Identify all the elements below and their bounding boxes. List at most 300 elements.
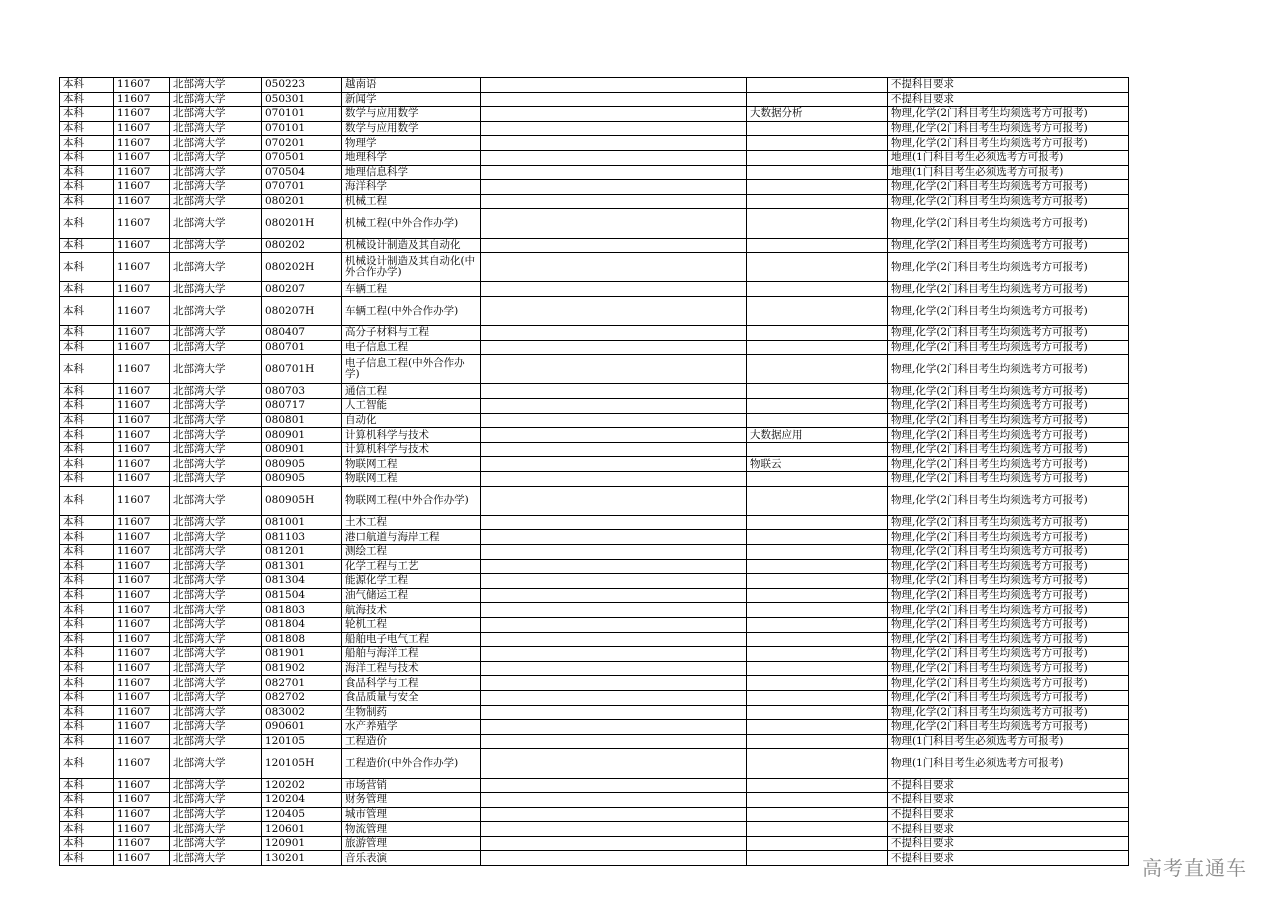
major-name-cell: 物联网工程 [342,457,481,472]
school-name-cell: 北部湾大学 [170,486,262,515]
major-name-cell: 船舶与海洋工程 [342,647,481,662]
major-code-cell: 081504 [262,588,342,603]
school-code-cell: 11607 [114,180,170,195]
level-cell: 本科 [60,238,114,253]
subject-requirement-cell: 物理,化学(2门科目考生均须选考方可报考) [888,355,1129,384]
school-name-cell: 北部湾大学 [170,690,262,705]
notes-cell [481,545,747,560]
major-code-cell: 070101 [262,121,342,136]
table-row [60,238,1129,253]
subject-requirement-cell: 物理,化学(2门科目考生均须选考方可报考) [888,559,1129,574]
major-name-cell: 城市管理 [342,807,481,822]
notes-cell [481,326,747,341]
school-code-cell: 11607 [114,442,170,457]
school-code-cell: 11607 [114,559,170,574]
table-row [60,545,1129,560]
school-code-cell: 11607 [114,676,170,691]
major-code-cell: 081301 [262,559,342,574]
school-name-cell: 北部湾大学 [170,384,262,399]
level-cell: 本科 [60,442,114,457]
school-code-cell: 11607 [114,413,170,428]
direction-cell [747,413,888,428]
major-code-cell: 070101 [262,107,342,122]
level-cell: 本科 [60,428,114,443]
school-name-cell: 北部湾大学 [170,355,262,384]
level-cell: 本科 [60,530,114,545]
major-name-cell: 旅游管理 [342,836,481,851]
table-row [60,107,1129,122]
school-name-cell: 北部湾大学 [170,661,262,676]
school-code-cell: 11607 [114,165,170,180]
direction-cell [747,545,888,560]
major-code-cell: 090601 [262,720,342,735]
table-row [60,734,1129,749]
level-cell: 本科 [60,165,114,180]
notes-cell [481,194,747,209]
major-name-cell: 地理信息科学 [342,165,481,180]
school-code-cell: 11607 [114,778,170,793]
table-row [60,617,1129,632]
major-code-cell: 080201 [262,194,342,209]
subject-requirement-cell: 不提科目要求 [888,793,1129,808]
subject-requirement-cell: 物理,化学(2门科目考生均须选考方可报考) [888,530,1129,545]
school-name-cell: 北部湾大学 [170,340,262,355]
table-row [60,632,1129,647]
major-code-cell: 120105H [262,749,342,778]
table-row [60,136,1129,151]
table-row [60,822,1129,837]
notes-cell [481,690,747,705]
table-row [60,92,1129,107]
notes-cell [481,399,747,414]
level-cell: 本科 [60,647,114,662]
subject-requirement-cell: 不提科目要求 [888,822,1129,837]
school-code-cell: 11607 [114,472,170,487]
major-code-cell: 120601 [262,822,342,837]
major-code-cell: 080407 [262,326,342,341]
subject-requirement-cell: 不提科目要求 [888,778,1129,793]
school-code-cell: 11607 [114,399,170,414]
subject-requirement-cell: 物理,化学(2门科目考生均须选考方可报考) [888,457,1129,472]
level-cell: 本科 [60,384,114,399]
subject-requirement-cell: 物理,化学(2门科目考生均须选考方可报考) [888,121,1129,136]
table-row [60,676,1129,691]
direction-cell [747,836,888,851]
subject-requirement-cell: 物理,化学(2门科目考生均须选考方可报考) [888,180,1129,195]
subject-requirement-cell: 物理,化学(2门科目考生均须选考方可报考) [888,442,1129,457]
notes-cell [481,296,747,325]
major-name-cell: 港口航道与海岸工程 [342,530,481,545]
school-code-cell: 11607 [114,574,170,589]
major-name-cell: 数学与应用数学 [342,107,481,122]
school-code-cell: 11607 [114,588,170,603]
notes-cell [481,136,747,151]
major-name-cell: 海洋科学 [342,180,481,195]
major-name-cell: 机械工程 [342,194,481,209]
direction-cell: 大数据分析 [747,107,888,122]
major-code-cell: 080202 [262,238,342,253]
direction-cell [747,340,888,355]
school-code-cell: 11607 [114,486,170,515]
major-code-cell: 081201 [262,545,342,560]
school-name-cell: 北部湾大学 [170,617,262,632]
school-code-cell: 11607 [114,807,170,822]
notes-cell [481,515,747,530]
subject-requirement-cell: 不提科目要求 [888,78,1129,93]
subject-requirement-cell: 物理,化学(2门科目考生均须选考方可报考) [888,209,1129,238]
table-row [60,282,1129,297]
subject-requirement-cell: 物理,化学(2门科目考生均须选考方可报考) [888,661,1129,676]
major-code-cell: 081901 [262,647,342,662]
level-cell: 本科 [60,413,114,428]
school-name-cell: 北部湾大学 [170,647,262,662]
level-cell: 本科 [60,588,114,603]
table-row [60,384,1129,399]
level-cell: 本科 [60,705,114,720]
level-cell: 本科 [60,574,114,589]
school-code-cell: 11607 [114,690,170,705]
subject-requirement-cell: 物理,化学(2门科目考生均须选考方可报考) [888,296,1129,325]
subject-requirement-cell: 不提科目要求 [888,851,1129,866]
major-code-cell: 080207 [262,282,342,297]
subject-requirement-cell: 物理,化学(2门科目考生均须选考方可报考) [888,720,1129,735]
notes-cell [481,428,747,443]
major-code-cell: 081803 [262,603,342,618]
notes-cell [481,442,747,457]
watermark: 高考直通车 [1142,856,1247,880]
major-name-cell: 数学与应用数学 [342,121,481,136]
subject-requirement-cell: 物理,化学(2门科目考生均须选考方可报考) [888,428,1129,443]
table-row [60,326,1129,341]
major-name-cell: 食品科学与工程 [342,676,481,691]
notes-cell [481,778,747,793]
major-name-cell: 水产养殖学 [342,720,481,735]
major-code-cell: 080202H [262,253,342,282]
major-name-cell: 车辆工程(中外合作办学) [342,296,481,325]
major-name-cell: 能源化学工程 [342,574,481,589]
direction-cell [747,238,888,253]
school-name-cell: 北部湾大学 [170,428,262,443]
school-code-cell: 11607 [114,282,170,297]
major-name-cell: 人工智能 [342,399,481,414]
school-code-cell: 11607 [114,209,170,238]
school-code-cell: 11607 [114,603,170,618]
notes-cell [481,574,747,589]
notes-cell [481,617,747,632]
major-code-cell: 080905 [262,457,342,472]
level-cell: 本科 [60,603,114,618]
school-name-cell: 北部湾大学 [170,399,262,414]
major-code-cell: 080905H [262,486,342,515]
school-code-cell: 11607 [114,617,170,632]
notes-cell [481,749,747,778]
notes-cell [481,150,747,165]
school-name-cell: 北部湾大学 [170,851,262,866]
school-name-cell: 北部湾大学 [170,150,262,165]
major-name-cell: 机械工程(中外合作办学) [342,209,481,238]
school-code-cell: 11607 [114,530,170,545]
school-name-cell: 北部湾大学 [170,457,262,472]
subject-requirement-cell: 物理,化学(2门科目考生均须选考方可报考) [888,472,1129,487]
school-code-cell: 11607 [114,253,170,282]
major-code-cell: 120901 [262,836,342,851]
table-row [60,705,1129,720]
direction-cell [747,647,888,662]
level-cell: 本科 [60,457,114,472]
subject-requirement-cell: 物理,化学(2门科目考生均须选考方可报考) [888,603,1129,618]
notes-cell [481,340,747,355]
school-code-cell: 11607 [114,734,170,749]
subject-requirement-cell: 物理,化学(2门科目考生均须选考方可报考) [888,588,1129,603]
table-row [60,574,1129,589]
major-name-cell: 船舶电子电气工程 [342,632,481,647]
notes-cell [481,559,747,574]
direction-cell [747,632,888,647]
notes-cell [481,661,747,676]
table-row [60,121,1129,136]
notes-cell [481,121,747,136]
direction-cell [747,530,888,545]
table-row [60,647,1129,662]
notes-cell [481,793,747,808]
table-row [60,180,1129,195]
notes-cell [481,836,747,851]
major-name-cell: 食品质量与安全 [342,690,481,705]
major-name-cell: 航海技术 [342,603,481,618]
direction-cell [747,136,888,151]
table-row [60,778,1129,793]
subject-requirement-cell: 不提科目要求 [888,836,1129,851]
school-code-cell: 11607 [114,851,170,866]
major-name-cell: 车辆工程 [342,282,481,297]
notes-cell [481,851,747,866]
major-name-cell: 机械设计制造及其自动化(中外合作办学) [342,253,481,282]
notes-cell [481,165,747,180]
school-name-cell: 北部湾大学 [170,545,262,560]
school-code-cell: 11607 [114,661,170,676]
school-name-cell: 北部湾大学 [170,136,262,151]
level-cell: 本科 [60,559,114,574]
major-name-cell: 物联网工程 [342,472,481,487]
school-name-cell: 北部湾大学 [170,515,262,530]
notes-cell [481,588,747,603]
table-row [60,588,1129,603]
subject-requirement-cell: 物理,化学(2门科目考生均须选考方可报考) [888,617,1129,632]
table-body [60,78,1129,866]
major-code-cell: 080905 [262,472,342,487]
major-code-cell: 081808 [262,632,342,647]
level-cell: 本科 [60,851,114,866]
notes-cell [481,355,747,384]
notes-cell [481,180,747,195]
level-cell: 本科 [60,720,114,735]
school-name-cell: 北部湾大学 [170,822,262,837]
level-cell: 本科 [60,807,114,822]
major-name-cell: 财务管理 [342,793,481,808]
level-cell: 本科 [60,355,114,384]
major-code-cell: 070501 [262,150,342,165]
school-code-cell: 11607 [114,150,170,165]
major-code-cell: 080901 [262,428,342,443]
direction-cell [747,734,888,749]
school-code-cell: 11607 [114,384,170,399]
school-code-cell: 11607 [114,705,170,720]
major-name-cell: 越南语 [342,78,481,93]
notes-cell [481,647,747,662]
direction-cell [747,661,888,676]
subject-requirement-cell: 物理,化学(2门科目考生均须选考方可报考) [888,399,1129,414]
table-row [60,749,1129,778]
school-name-cell: 北部湾大学 [170,121,262,136]
direction-cell [747,326,888,341]
direction-cell [747,749,888,778]
school-code-cell: 11607 [114,136,170,151]
school-code-cell: 11607 [114,515,170,530]
notes-cell [481,253,747,282]
major-code-cell: 130201 [262,851,342,866]
level-cell: 本科 [60,150,114,165]
major-name-cell: 物流管理 [342,822,481,837]
major-code-cell: 080717 [262,399,342,414]
direction-cell [747,92,888,107]
major-code-cell: 080701H [262,355,342,384]
major-code-cell: 080207H [262,296,342,325]
major-code-cell: 082701 [262,676,342,691]
major-name-cell: 海洋工程与技术 [342,661,481,676]
table-row [60,603,1129,618]
table-row [60,515,1129,530]
school-name-cell: 北部湾大学 [170,282,262,297]
major-code-cell: 050223 [262,78,342,93]
school-name-cell: 北部湾大学 [170,253,262,282]
direction-cell [747,676,888,691]
school-name-cell: 北部湾大学 [170,559,262,574]
table-row [60,253,1129,282]
notes-cell [481,603,747,618]
school-code-cell: 11607 [114,749,170,778]
major-code-cell: 050301 [262,92,342,107]
school-name-cell: 北部湾大学 [170,574,262,589]
major-code-cell: 070201 [262,136,342,151]
school-name-cell: 北部湾大学 [170,92,262,107]
level-cell: 本科 [60,676,114,691]
level-cell: 本科 [60,121,114,136]
notes-cell [481,807,747,822]
school-code-cell: 11607 [114,121,170,136]
level-cell: 本科 [60,194,114,209]
level-cell: 本科 [60,180,114,195]
subject-requirement-cell: 物理,化学(2门科目考生均须选考方可报考) [888,545,1129,560]
notes-cell [481,209,747,238]
level-cell: 本科 [60,734,114,749]
level-cell: 本科 [60,472,114,487]
notes-cell [481,92,747,107]
table-row [60,661,1129,676]
subject-requirement-cell: 物理,化学(2门科目考生均须选考方可报考) [888,107,1129,122]
major-code-cell: 081902 [262,661,342,676]
school-name-cell: 北部湾大学 [170,194,262,209]
major-name-cell: 机械设计制造及其自动化 [342,238,481,253]
subject-requirement-cell: 物理,化学(2门科目考生均须选考方可报考) [888,647,1129,662]
major-name-cell: 自动化 [342,413,481,428]
school-code-cell: 11607 [114,793,170,808]
subject-requirement-cell: 物理(1门科目考生必须选考方可报考) [888,749,1129,778]
major-code-cell: 080703 [262,384,342,399]
table-row [60,807,1129,822]
school-name-cell: 北部湾大学 [170,78,262,93]
school-code-cell: 11607 [114,822,170,837]
school-name-cell: 北部湾大学 [170,165,262,180]
major-code-cell: 082702 [262,690,342,705]
subject-requirement-cell: 不提科目要求 [888,92,1129,107]
school-code-cell: 11607 [114,720,170,735]
direction-cell [747,78,888,93]
major-name-cell: 物联网工程(中外合作办学) [342,486,481,515]
school-code-cell: 11607 [114,78,170,93]
school-name-cell: 北部湾大学 [170,588,262,603]
school-name-cell: 北部湾大学 [170,238,262,253]
major-name-cell: 电子信息工程(中外合作办学) [342,355,481,384]
direction-cell [747,515,888,530]
subject-requirement-cell: 物理,化学(2门科目考生均须选考方可报考) [888,384,1129,399]
school-name-cell: 北部湾大学 [170,749,262,778]
major-name-cell: 新闻学 [342,92,481,107]
level-cell: 本科 [60,690,114,705]
level-cell: 本科 [60,793,114,808]
direction-cell [747,253,888,282]
notes-cell [481,530,747,545]
level-cell: 本科 [60,209,114,238]
major-name-cell: 工程造价(中外合作办学) [342,749,481,778]
subject-requirement-cell: 物理,化学(2门科目考生均须选考方可报考) [888,282,1129,297]
school-code-cell: 11607 [114,428,170,443]
notes-cell [481,238,747,253]
level-cell: 本科 [60,778,114,793]
subject-requirement-cell: 物理,化学(2门科目考生均须选考方可报考) [888,515,1129,530]
school-name-cell: 北部湾大学 [170,676,262,691]
school-name-cell: 北部湾大学 [170,180,262,195]
subject-requirement-cell: 物理,化学(2门科目考生均须选考方可报考) [888,238,1129,253]
notes-cell [481,78,747,93]
direction-cell [747,442,888,457]
school-code-cell: 11607 [114,836,170,851]
major-name-cell: 电子信息工程 [342,340,481,355]
subject-requirement-cell: 地理(1门科目考生必须选考方可报考) [888,165,1129,180]
school-code-cell: 11607 [114,355,170,384]
direction-cell [747,851,888,866]
school-name-cell: 北部湾大学 [170,472,262,487]
direction-cell [747,574,888,589]
notes-cell [481,107,747,122]
major-name-cell: 化学工程与工艺 [342,559,481,574]
direction-cell [747,180,888,195]
school-name-cell: 北部湾大学 [170,107,262,122]
level-cell: 本科 [60,632,114,647]
major-name-cell: 轮机工程 [342,617,481,632]
level-cell: 本科 [60,617,114,632]
level-cell: 本科 [60,136,114,151]
subject-requirement-cell: 物理,化学(2门科目考生均须选考方可报考) [888,413,1129,428]
subject-requirement-cell: 地理(1门科目考生必须选考方可报考) [888,150,1129,165]
table-row [60,165,1129,180]
direction-cell [747,778,888,793]
level-cell: 本科 [60,545,114,560]
table-row [60,413,1129,428]
direction-cell [747,822,888,837]
direction-cell [747,296,888,325]
direction-cell [747,559,888,574]
school-name-cell: 北部湾大学 [170,632,262,647]
